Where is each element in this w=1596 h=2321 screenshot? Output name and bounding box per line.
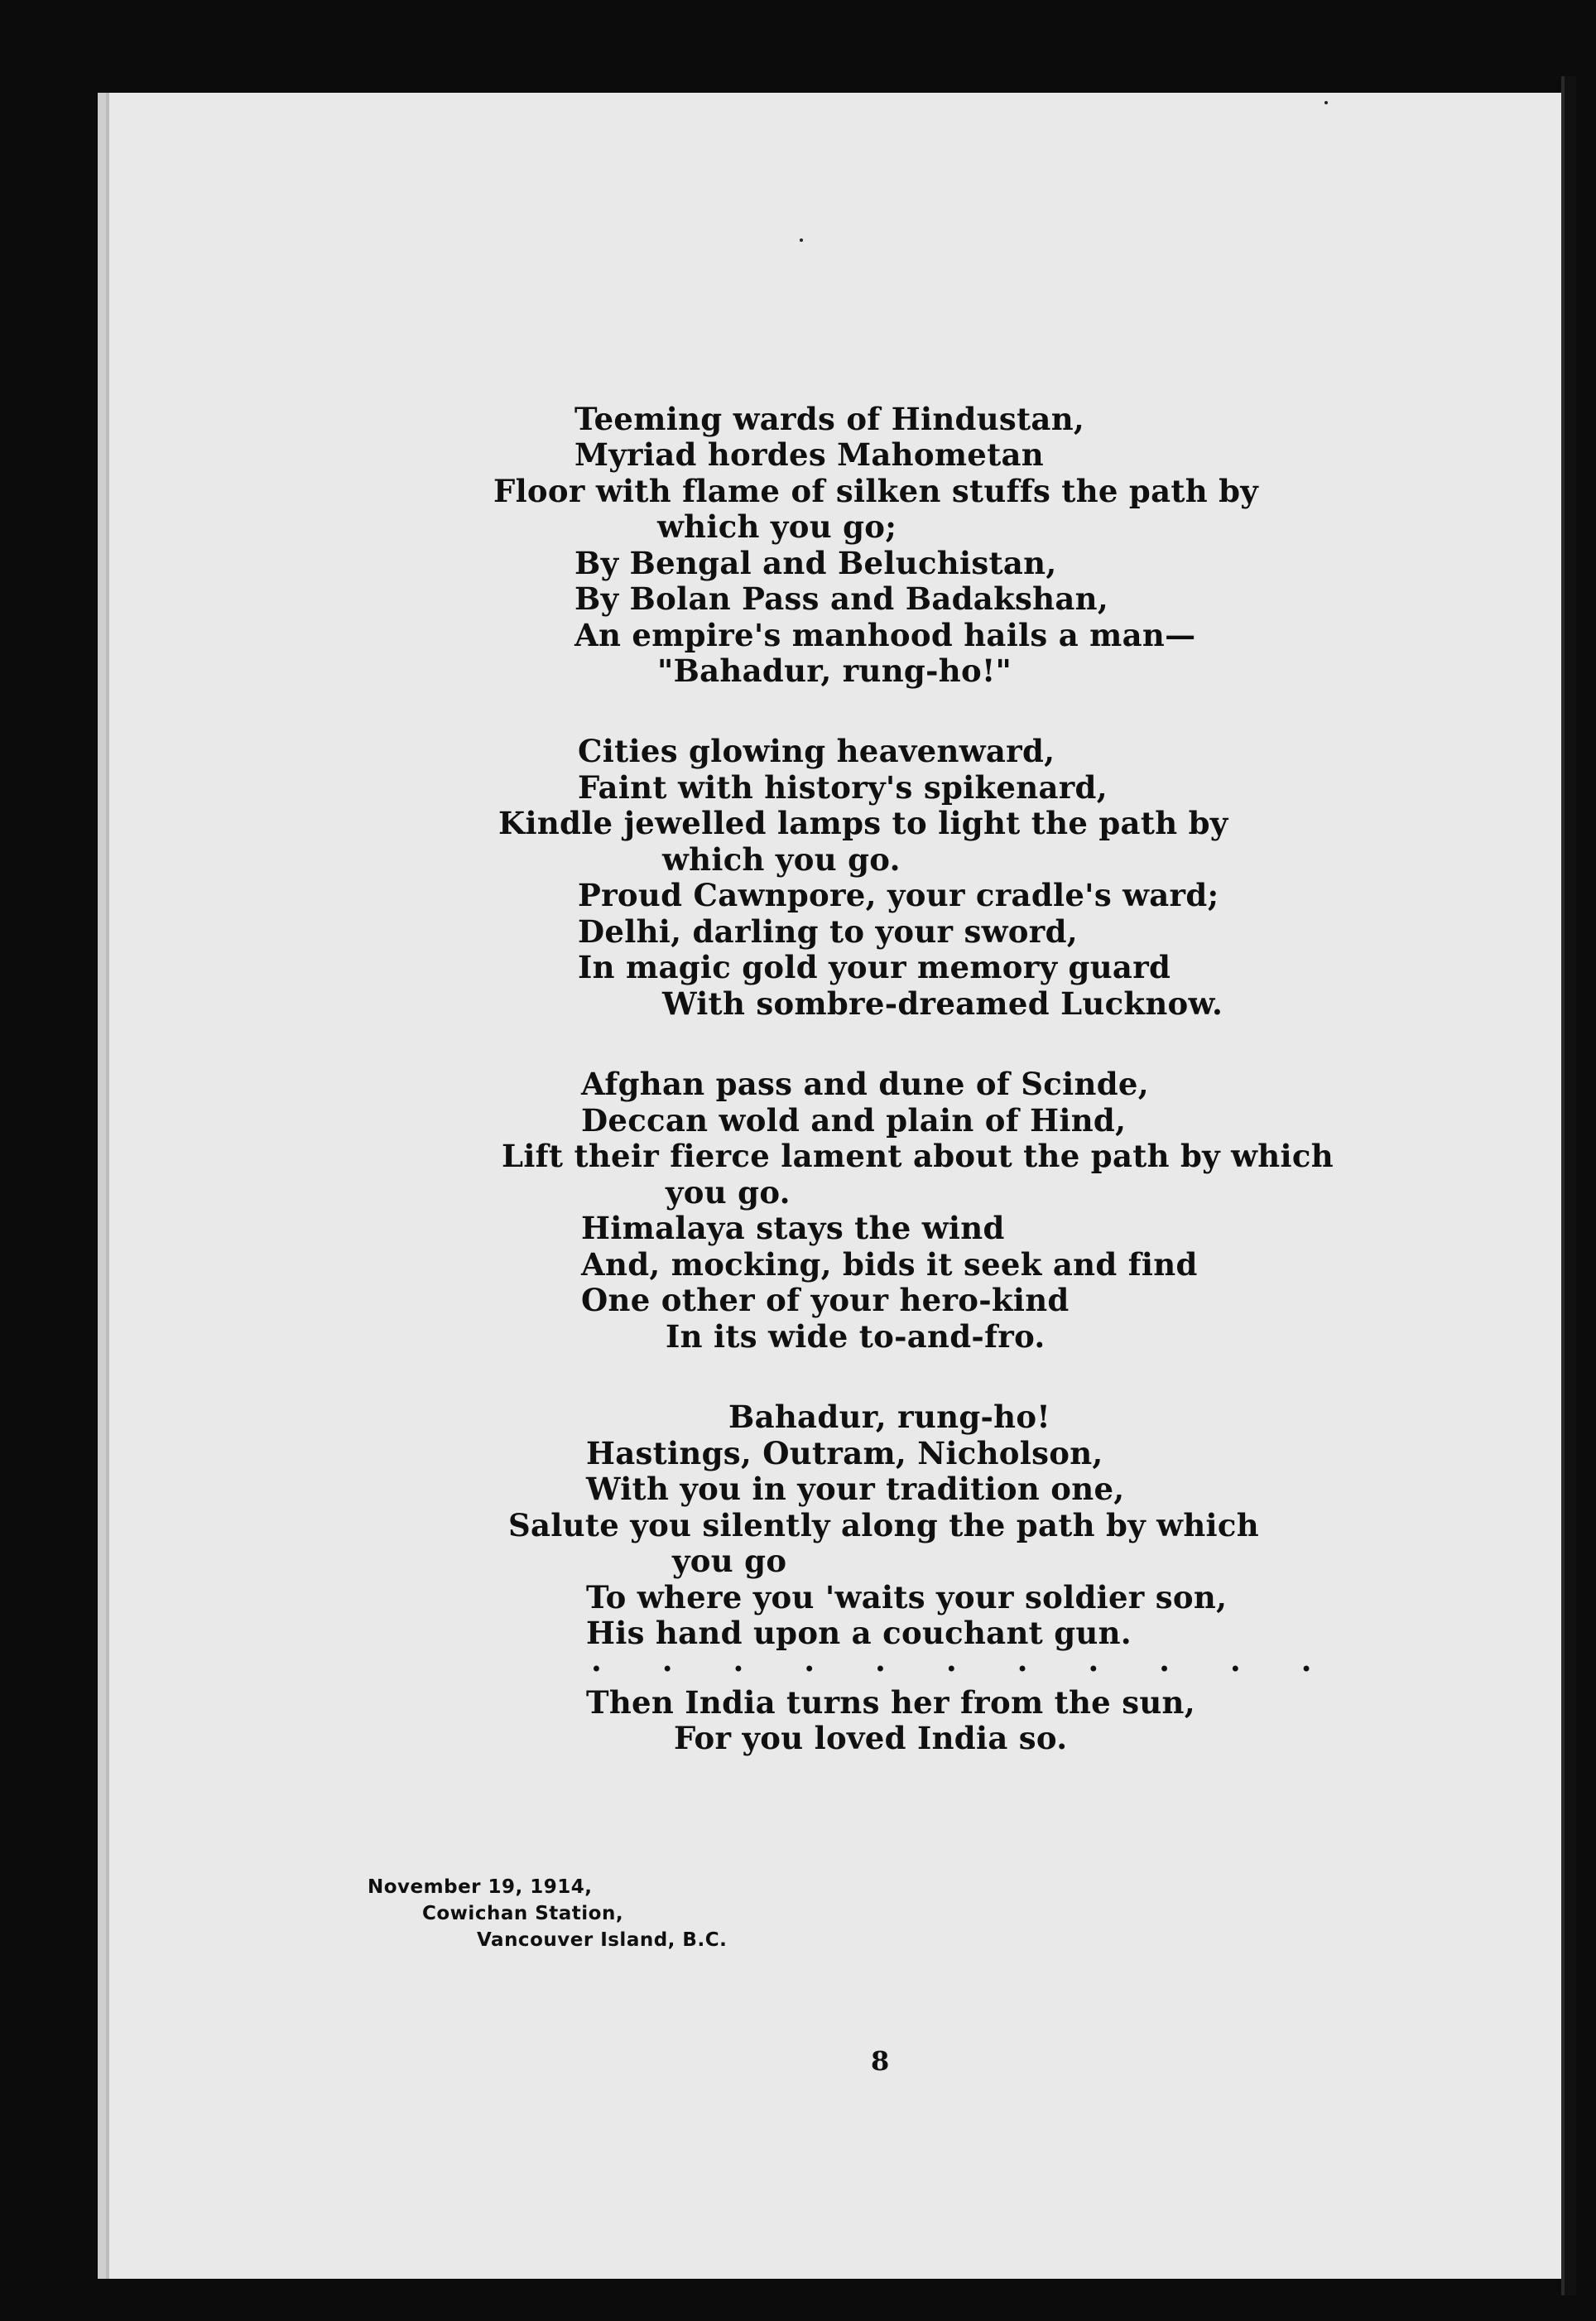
poem-line: Deccan wold and plain of Hind, xyxy=(581,1102,1127,1139)
scan-speck xyxy=(800,238,803,242)
poem-line: Bahadur, rung-ho! xyxy=(728,1399,1050,1435)
poem-line: For you loved India so. xyxy=(674,1720,1068,1756)
poem-line: Afghan pass and dune of Scinde, xyxy=(581,1066,1149,1102)
page-number: 8 xyxy=(871,2045,890,2077)
poem-line: Proud Cawnpore, your cradle's ward; xyxy=(578,877,1219,913)
poem-line: Cities glowing heavenward, xyxy=(578,733,1055,769)
poem-line: One other of your hero-kind xyxy=(581,1282,1070,1318)
dateline-place: Cowichan Station, xyxy=(422,1903,624,1924)
scan-speck xyxy=(1324,101,1328,104)
poem-line: Kindle jewelled lamps to light the path by xyxy=(498,805,1228,841)
poem-line: Lift their fierce lament about the path by which xyxy=(502,1138,1334,1174)
poem-line: An empire's manhood hails a man— xyxy=(574,617,1196,653)
poem-line: With you in your tradition one, xyxy=(586,1471,1125,1507)
poem-line: In its wide to-and-fro. xyxy=(666,1318,1046,1355)
poem-line: Myriad hordes Mahometan xyxy=(574,436,1044,473)
poem-line: Faint with history's spikenard, xyxy=(578,769,1108,806)
page-edge-shadow xyxy=(1561,76,1576,2295)
poem-line: In magic gold your memory guard xyxy=(578,949,1171,985)
poem-line: Floor with flame of silken stuffs the path by xyxy=(493,473,1259,509)
book-page xyxy=(98,93,1570,2279)
poem-line: which you go; xyxy=(657,508,897,545)
ellipsis-row: . . . . . . . . . . . xyxy=(591,1642,1337,1678)
poem-line: With sombre-dreamed Lucknow. xyxy=(662,985,1223,1022)
poem-line: Then India turns her from the sun, xyxy=(586,1684,1195,1721)
poem-line: Himalaya stays the wind xyxy=(581,1210,1005,1246)
poem-line: you go xyxy=(672,1543,787,1579)
poem-line: you go. xyxy=(666,1174,791,1211)
poem-line: To where you 'waits your soldier son, xyxy=(586,1579,1228,1616)
poem-line: By Bengal and Beluchistan, xyxy=(574,545,1057,581)
poem-line: Teeming wards of Hindustan, xyxy=(574,401,1085,437)
dateline-date: November 19, 1914, xyxy=(368,1876,593,1898)
poem-line: which you go. xyxy=(662,841,901,878)
poem xyxy=(106,93,1570,2279)
poem-line: Hastings, Outram, Nicholson, xyxy=(586,1435,1103,1471)
poem-line: "Bahadur, rung-ho!" xyxy=(657,652,1012,689)
poem-line: His hand upon a couchant gun. xyxy=(586,1615,1132,1651)
poem-line: Delhi, darling to your sword, xyxy=(578,913,1078,950)
dateline-region: Vancouver Island, B.C. xyxy=(477,1929,728,1951)
poem-line: By Bolan Pass and Badakshan, xyxy=(574,580,1109,617)
poem-line: And, mocking, bids it seek and find xyxy=(581,1246,1198,1283)
poem-line: Salute you silently along the path by which xyxy=(508,1507,1259,1543)
